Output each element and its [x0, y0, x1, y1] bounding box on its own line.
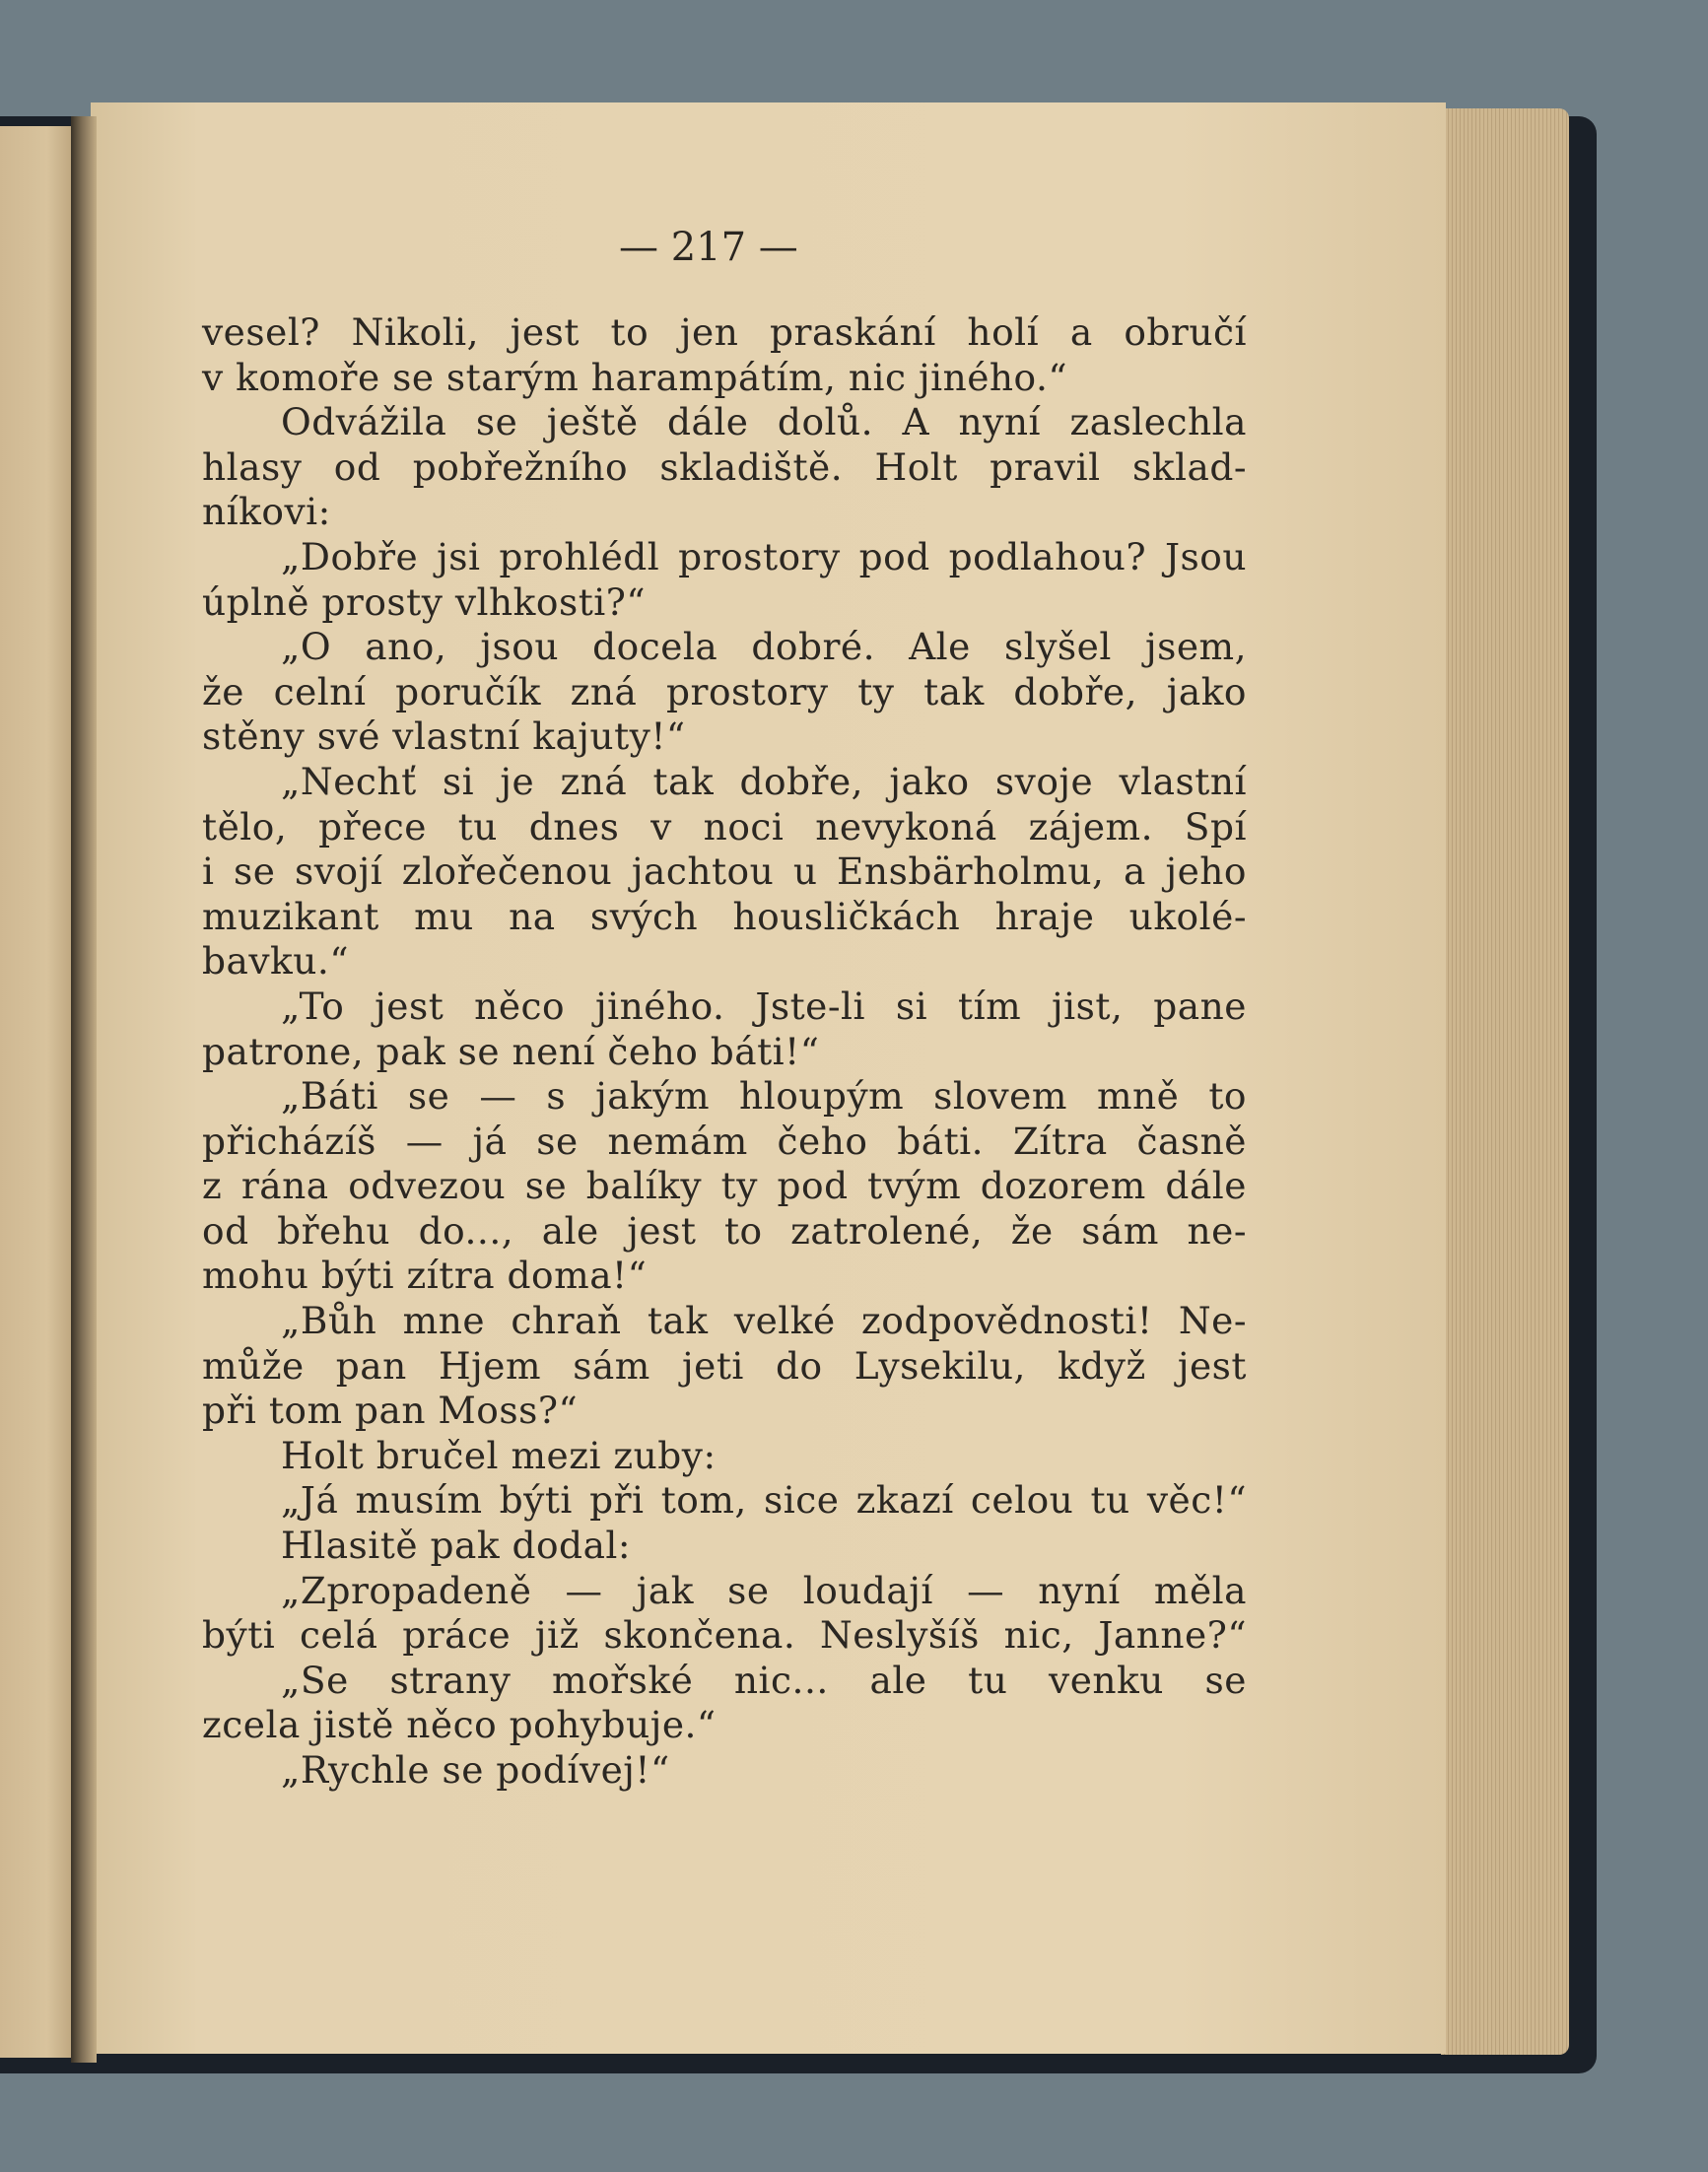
text-line: zcela jistě něco pohybuje.“ — [202, 1703, 717, 1747]
text-line: vesel? Nikoli, jest to jen praskání holí a obručí — [202, 310, 1247, 354]
text-line: přicházíš — já se nemám čeho báti. Zítra časně — [202, 1119, 1247, 1163]
page-number-text: — 217 — — [619, 225, 798, 270]
text-line: níkovi: — [202, 490, 331, 534]
text-line: „Se strany mořské nic... ale tu venku se — [281, 1658, 1247, 1702]
text-line: stěny své vlastní kajuty!“ — [202, 714, 686, 759]
text-line: mohu býti zítra doma!“ — [202, 1254, 648, 1298]
text-line: může pan Hjem sám jeti do Lysekilu, když jest — [202, 1343, 1247, 1388]
text-line: hlasy od pobřežního skladiště. Holt pravil sklad- — [202, 444, 1247, 489]
text-line: při tom pan Moss?“ — [202, 1389, 579, 1433]
text-line: „Bůh mne chraň tak velké zodpovědnosti! Ne- — [281, 1299, 1247, 1343]
text-line: „Nechť si je zná tak dobře, jako svoje vlastní — [281, 759, 1247, 803]
text-line: býti celá práce již skončena. Neslyšíš nic, Janne?“ — [202, 1613, 1247, 1658]
text-line: „Dobře jsi prohlédl prostory pod podlahou? Jsou — [281, 534, 1247, 578]
text-line: i se svojí zlořečenou jachtou u Ensbärholmu, a jeho — [202, 849, 1247, 894]
left-page-edge — [0, 126, 79, 2058]
text-line: muzikant mu na svých housličkách hraje ukolé- — [202, 894, 1247, 938]
text-line: patrone, pak se není čeho báti!“ — [202, 1029, 820, 1073]
book-gutter — [71, 116, 97, 2063]
text-line: tělo, přece tu dnes v noci nevykoná zájem. Spí — [202, 804, 1247, 848]
text-line: „Já musím býti při tom, sice zkazí celou tu věc!“ — [281, 1478, 1247, 1523]
text-line: Holt bručel mezi zuby: — [281, 1433, 717, 1477]
text-line: bavku.“ — [202, 939, 350, 984]
text-line: „Rychle se podívej!“ — [281, 1748, 670, 1792]
text-line: „O ano, jsou docela dobré. Ale slyšel jsem, — [281, 625, 1247, 669]
text-line: „Zpropadeně — jak se loudají — nyní měla — [281, 1568, 1247, 1612]
text-line: od břehu do..., ale jest to zatrolené, že sám ne- — [202, 1208, 1247, 1253]
page-stack-edges — [1441, 108, 1569, 2055]
text-line: Hlasitě pak dodal: — [281, 1524, 632, 1568]
body-text — [202, 310, 1247, 1794]
text-line: v komoře se starým harampátím, nic jiného.“ — [202, 355, 1068, 399]
text-line: Odvážila se ještě dále dolů. A nyní zaslechla — [281, 400, 1247, 444]
text-line: že celní poručík zná prostory ty tak dobře, jako — [202, 669, 1247, 713]
text-line: „Báti se — s jakým hloupým slovem mně to — [281, 1074, 1247, 1119]
text-line: úplně prosty vlhkosti?“ — [202, 579, 647, 624]
text-line: z rána odvezou se balíky ty pod tvým dozorem dále — [202, 1164, 1247, 1208]
text-line: „To jest něco jiného. Jste-li si tím jist, pane — [281, 984, 1247, 1028]
